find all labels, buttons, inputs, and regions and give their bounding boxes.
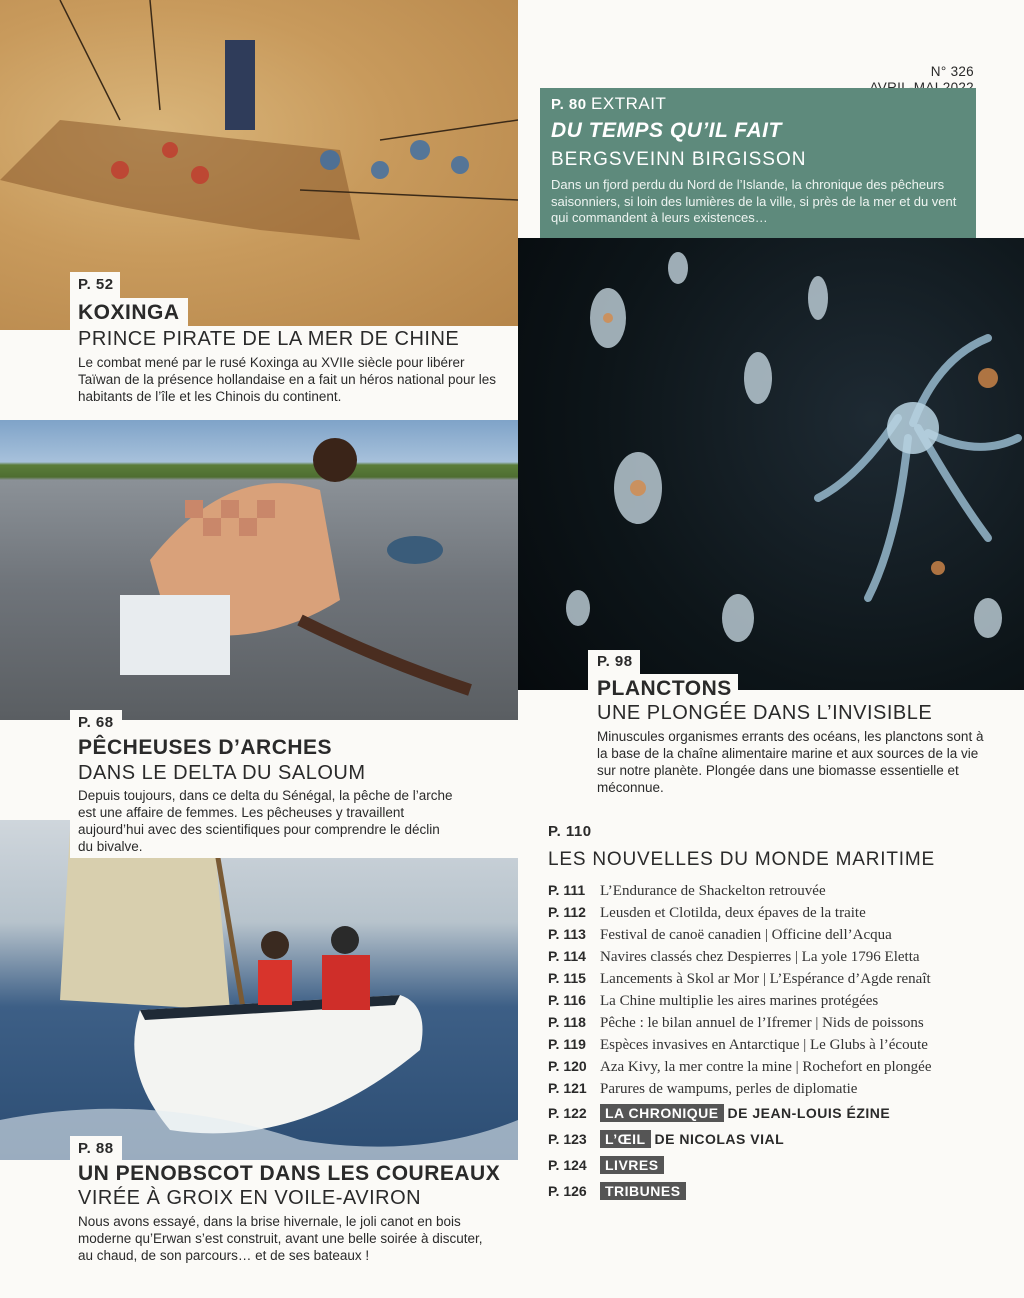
fisher-woman-art xyxy=(0,420,518,720)
news-item: P. 115 Lancements à Skol ar Mor | L’Espérance d’Agde renaît xyxy=(548,970,931,987)
plankton-art xyxy=(518,238,1024,690)
section-tag: LA CHRONIQUE xyxy=(600,1104,724,1122)
sailboat-image xyxy=(0,820,518,1160)
news-title: LES NOUVELLES DU MONDE MARITIME xyxy=(548,849,935,870)
section-livres: P. 124 LIVRES xyxy=(548,1157,664,1173)
section-tag: LIVRES xyxy=(600,1156,664,1174)
featured-author: BERGSVEINN BIRGISSON xyxy=(551,149,807,170)
news-item: P. 116 La Chine multiplie les aires marines protégées xyxy=(548,992,879,1009)
pecheuses-page: P. 68 xyxy=(78,714,114,731)
news-item: P. 118 Pêche : le bilan annuel de l’Ifremer | Nids de poissons xyxy=(548,1014,924,1031)
news-item: P. 114 Navires classés chez Despierres | La yole 1796 Eletta xyxy=(548,948,920,965)
pecheuses-subtitle: DANS LE DELTA DU SALOUM xyxy=(78,762,366,784)
plankton-image xyxy=(518,238,1024,690)
koxinga-subtitle: PRINCE PIRATE DE LA MER DE CHINE xyxy=(78,328,460,350)
section-tribunes: P. 126 TRIBUNES xyxy=(548,1183,686,1199)
penobscot-page: P. 88 xyxy=(78,1140,114,1157)
news-page: P. 110 xyxy=(548,823,592,840)
sailboat-art xyxy=(0,820,518,1160)
news-item: P. 113 Festival de canoë canadien | Officine dell’Acqua xyxy=(548,926,892,943)
koxinga-page: P. 52 xyxy=(78,276,114,293)
penobscot-title: UN PENOBSCOT DANS LES COUREAUX xyxy=(78,1162,501,1185)
fisher-woman-image xyxy=(0,420,518,720)
section-tag: TRIBUNES xyxy=(600,1182,686,1200)
section-chronique: P. 122 LA CHRONIQUE DE JEAN-LOUIS ÉZINE xyxy=(548,1105,891,1121)
koxinga-desc: Le combat mené par le rusé Koxinga au XVIIe siècle pour libérer Taïwan de la présence hollandaise en a fait un héros national pour les habitants de l’île et les Chinois du continent. xyxy=(78,355,497,404)
plancton-desc: Minuscules organismes errants des océans, les planctons sont à la base de la chaîne alimentaire marine et aux sources de la vie sur notre planète. Plongée dans une biomasse essentielle et méconnue. xyxy=(597,729,984,795)
koxinga-title: KOXINGA xyxy=(78,301,180,324)
news-item: P. 119 Espèces invasives en Antarctique | Le Glubs à l’écoute xyxy=(548,1036,928,1053)
featured-page: P. 80 xyxy=(551,96,587,113)
plancton-subtitle: UNE PLONGÉE DANS L’INVISIBLE xyxy=(597,702,933,724)
section-oeil: P. 123 L’ŒIL DE NICOLAS VIAL xyxy=(548,1131,785,1147)
featured-title: DU TEMPS QU’IL FAIT xyxy=(551,119,782,142)
issue-number: N° 326 xyxy=(930,64,974,79)
news-item: P. 121 Parures de wampums, perles de diplomatie xyxy=(548,1080,858,1097)
penobscot-desc: Nous avons essayé, dans la brise hivernale, le joli canot en bois moderne qu’Erwan s’est construit, avant une belle soirée à discuter, au chaud, de son parcours… et de ses bateaux ! xyxy=(78,1214,483,1263)
featured-header xyxy=(551,94,666,114)
pecheuses-title: PÊCHEUSES D’ARCHES xyxy=(78,736,333,759)
section-tag: L’ŒIL xyxy=(600,1130,651,1148)
featured-kicker: EXTRAIT xyxy=(591,94,667,113)
plancton-page: P. 98 xyxy=(597,653,633,670)
penobscot-subtitle: VIRÉE À GROIX EN VOILE-AVIRON xyxy=(78,1187,422,1209)
news-item: P. 120 Aza Kivy, la mer contre la mine | Rochefort en plongée xyxy=(548,1058,932,1075)
plancton-title: PLANCTONS xyxy=(597,677,732,700)
featured-desc: Dans un fjord perdu du Nord de l’Islande, la chronique des pêcheurs saisonniers, si loin des lumières de la ville, si près de la mer et du vent qui commandent à leurs existences… xyxy=(551,177,957,225)
news-item: P. 111 L’Endurance de Shackelton retrouvée xyxy=(548,882,826,899)
news-item: P. 112 Leusden et Clotilda, deux épaves de la traite xyxy=(548,904,866,921)
pecheuses-desc: Depuis toujours, dans ce delta du Sénégal, la pêche de l’arche est une affaire de femmes. Les pêcheuses y travaillent aujourd’hui avec des scientifiques pour comprendre le déclin du bivalve. xyxy=(78,788,453,854)
